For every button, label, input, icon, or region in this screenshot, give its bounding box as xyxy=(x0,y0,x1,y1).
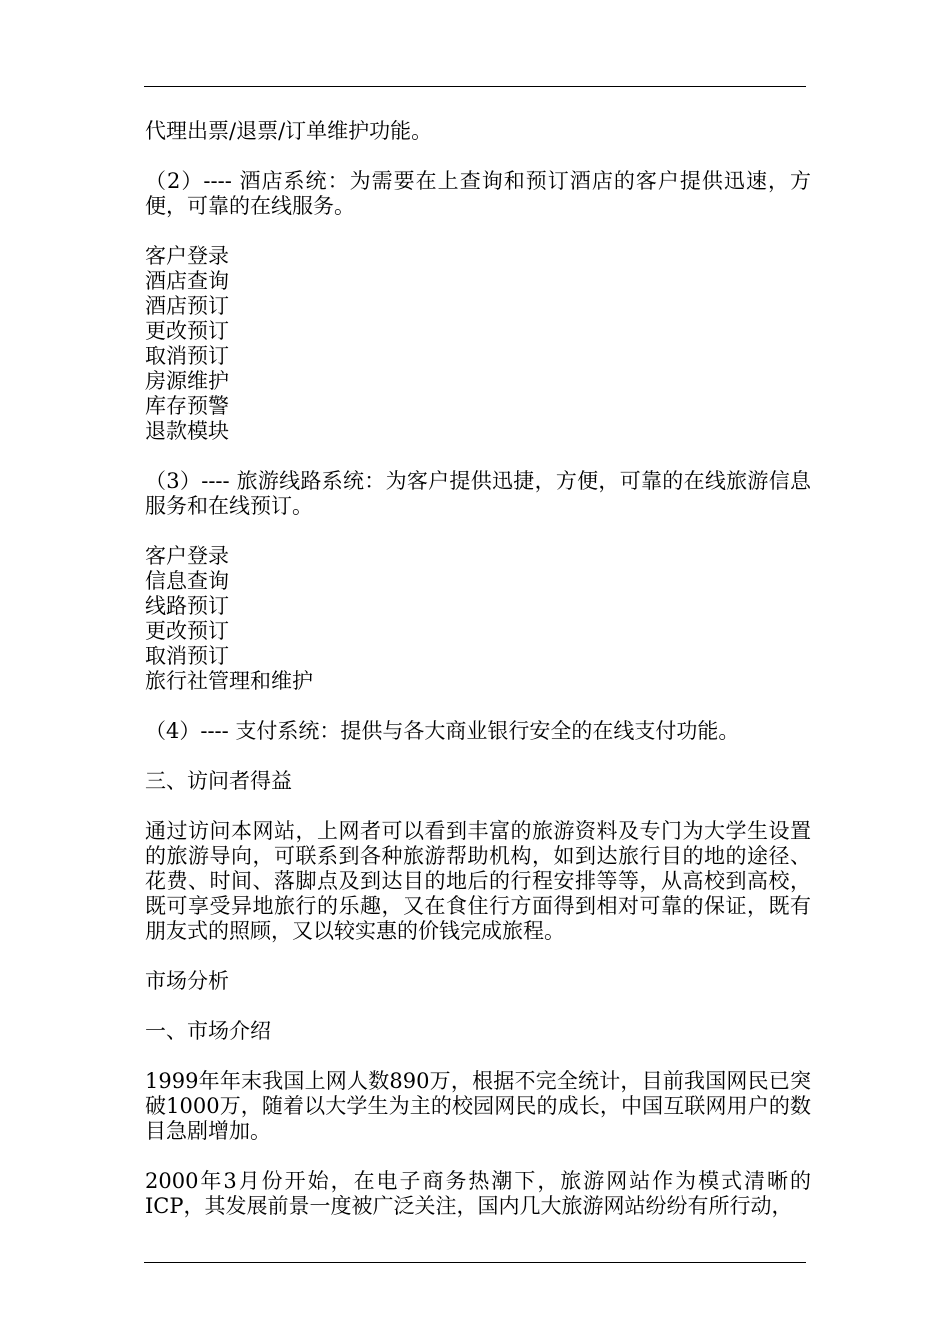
list-item: 客户登录 xyxy=(145,544,229,568)
market-intro-body-2: 2000年3月份开始，在电子商务热潮下，旅游网站作为模式清晰的ICP，其发展前景一度被广泛关注，国内几大旅游网站纷纷有所行动， xyxy=(145,1169,811,1218)
market-intro-heading: 一、市场介绍 xyxy=(145,1019,271,1043)
list-item: 线路预订 xyxy=(145,594,229,618)
list-item: 房源维护 xyxy=(145,369,229,393)
list-item: 酒店查询 xyxy=(145,269,229,293)
payment-system-desc: （4）---- 支付系统：提供与各大商业银行安全的在线支付功能。 xyxy=(145,719,740,743)
travel-route-features xyxy=(145,544,811,694)
visitor-benefits-heading: 三、访问者得益 xyxy=(145,769,292,793)
list-item: 退款模块 xyxy=(145,419,229,443)
market-analysis-heading: 市场分析 xyxy=(145,969,229,993)
list-item: 取消预订 xyxy=(145,344,229,368)
list-item: 库存预警 xyxy=(145,394,229,418)
list-item: 更改预订 xyxy=(145,319,229,343)
list-item: 信息查询 xyxy=(145,569,229,593)
market-intro-body-1: 1999年年末我国上网人数890万，根据不完全统计，目前我国网民已突破1000万，随着以大学生为主的校园网民的成长，中国互联网用户的数目急剧增加。 xyxy=(145,1069,811,1143)
list-item: 更改预订 xyxy=(145,619,229,643)
list-item: 取消预订 xyxy=(145,644,229,668)
hotel-system-desc: （2）---- 酒店系统：为需要在上查询和预订酒店的客户提供迅速，方便，可靠的在线服务。 xyxy=(145,169,811,218)
list-item: 旅行社管理和维护 xyxy=(145,669,313,693)
intro-line: 代理出票/退票/订单维护功能。 xyxy=(145,119,433,143)
list-item: 酒店预订 xyxy=(145,294,229,318)
footer-rule xyxy=(144,1262,806,1263)
document-body xyxy=(145,119,811,1244)
hotel-features xyxy=(145,244,811,444)
travel-route-system-desc: （3）---- 旅游线路系统：为客户提供迅捷，方便，可靠的在线旅游信息服务和在线预订。 xyxy=(145,469,811,518)
visitor-benefits-body: 通过访问本网站，上网者可以看到丰富的旅游资料及专门为大学生设置的旅游导向，可联系到各种旅游帮助机构，如到达旅行目的地的途径、花费、时间、落脚点及到达目的地后的行程安排等等，从高校到高校，既可享受异地旅行的乐趣，又在食住行方面得到相对可靠的保证，既有朋友式的照顾，又以较实惠的价钱完成旅程。 xyxy=(145,819,811,943)
header-rule xyxy=(144,86,806,87)
list-item: 客户登录 xyxy=(145,244,229,268)
